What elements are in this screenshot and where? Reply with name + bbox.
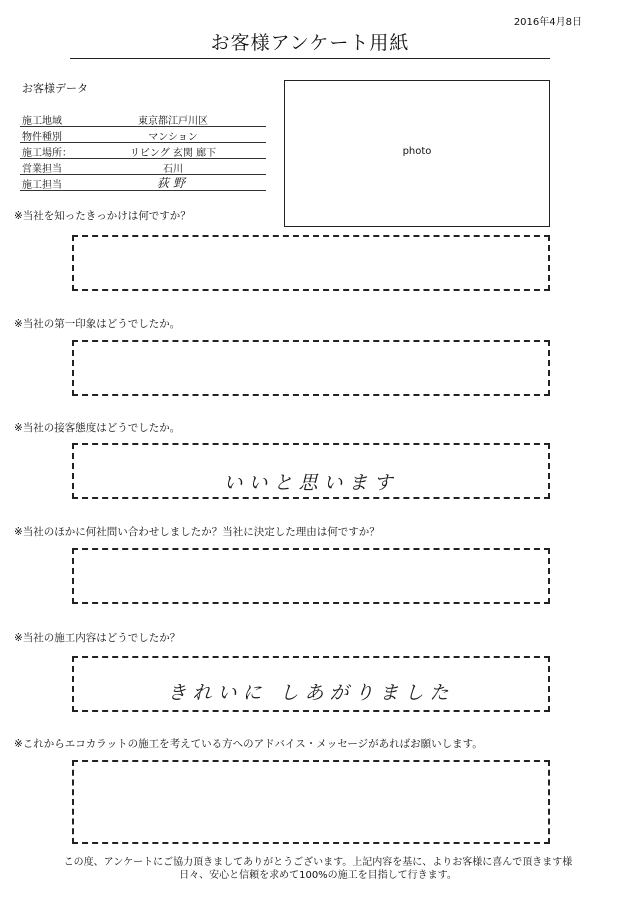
question-3: ※当社の接客態度はどうでしたか。 [14,422,181,434]
info-row-location [20,142,266,159]
installer-handwritten-name: 荻野 [156,176,189,190]
info-value: リビング 玄関 廊下 [129,148,217,159]
question-4: ※当社のほかに何社問い合わせしましたか？当社に決定した理由は何ですか？ [14,526,380,538]
info-row-sales-rep [20,158,266,175]
info-value: 東京都江戸川区 [138,116,208,127]
photo-placeholder [284,80,550,227]
answer-text: いいと思います [223,472,399,494]
info-label: 施工担当 [22,180,62,191]
question-1: ※当社を知ったきっかけは何ですか？ [14,210,191,222]
info-label: 営業担当 [22,164,62,175]
info-row-installer [20,174,266,191]
info-label: 施工地域 [22,116,62,127]
answer-box-4 [72,548,550,604]
answer-box-5 [72,656,550,712]
customer-data-heading: お客様データ [22,82,88,95]
photo-label: photo [402,146,432,157]
survey-date: 2016年4月8日 [513,17,582,28]
question-6: ※これからエコカラットの施工を考えている方へのアドバイス・メッセージがあればお願いします。 [14,738,483,750]
info-label: 施工場所： [22,148,72,159]
info-label: 物件種別 [22,132,62,143]
answer-box-3 [72,443,550,499]
info-row-area [20,110,266,127]
info-row-property-type [20,126,266,143]
answer-box-1 [72,235,550,291]
info-value: 石川 [163,164,183,175]
answer-text: きれいに しあがりました [167,682,455,704]
footer-line-2: 日々、安心と信頼を求めて100%の施工を目指して行きます。 [179,870,457,881]
answer-box-6 [72,760,550,844]
footer-line-1: この度、アンケートにご協力頂きましてありがとうございます。上記内容を基に、よりお客様に喜んで頂きます様 [63,857,573,868]
page-title: お客様アンケート用紙 [210,32,410,54]
info-value: マンション [148,132,198,143]
answer-box-2 [72,340,550,396]
question-5: ※当社の施工内容はどうでしたか？ [14,632,181,644]
question-2: ※当社の第一印象はどうでしたか。 [14,318,181,330]
title-underline [70,28,550,59]
